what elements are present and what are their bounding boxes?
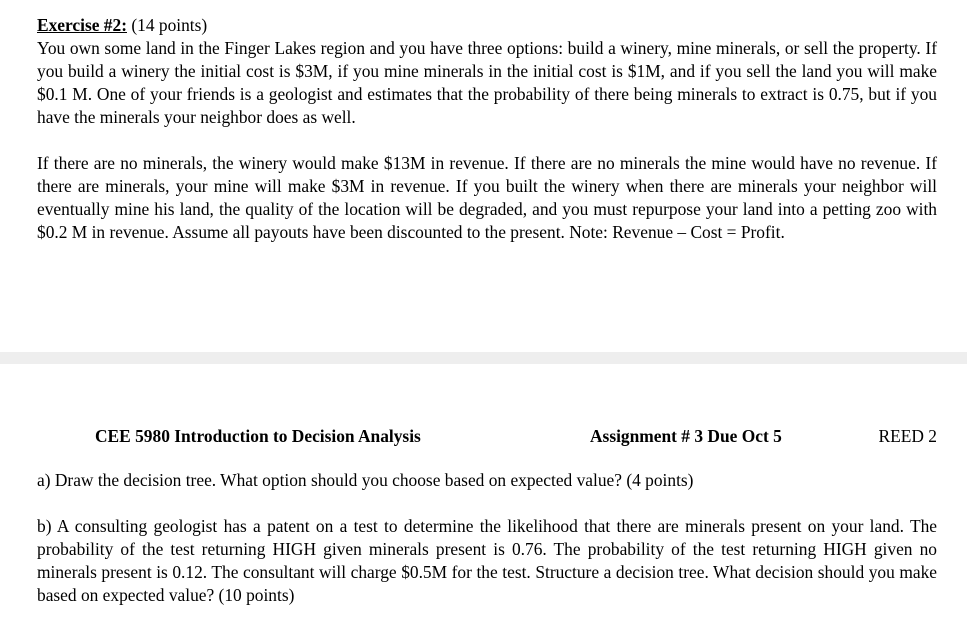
- running-header: [0, 424, 967, 448]
- page-label: REED 2: [878, 426, 937, 446]
- exercise-paragraph-1: You own some land in the Finger Lakes region and you have three options: build a winery, mine minerals, or sell the property. If you build a winery the initial cost is $3M, if you mine minerals in the initial cost is $1M, and if you sell the land you will make $0.1 M. One of your friends is a geologist and estimates that the probability of there being minerals to extract is 0.75, but if you have the minerals your neighbor does as well.: [37, 38, 937, 127]
- question-b: b) A consulting geologist has a patent on a test to determine the likelihood that there are minerals present on your land. The probability of the test returning HIGH given minerals present is 0.76. The probability of the test returning HIGH given no minerals present is 0.12. The consultant will charge $0.5M for the test. Structure a decision tree. What decision should you make based on expected value? (10 points): [37, 516, 937, 605]
- page-separator: [0, 352, 967, 364]
- exercise-heading: [37, 14, 937, 37]
- exercise-points: (14 points): [131, 15, 208, 35]
- question-a: a) Draw the decision tree. What option should you choose based on expected value? (4 points): [37, 470, 694, 490]
- page-bottom: [0, 364, 967, 624]
- exercise-paragraph-2: If there are no minerals, the winery would make $13M in revenue. If there are no minerals the mine would have no revenue. If there are minerals, your mine will make $3M in revenue. If you built the winery when there are minerals your neighbor will eventually mine his land, the quality of the location will be degraded, and you must repurpose your land into a petting zoo with $0.2 M in revenue. Assume all payouts have been discounted to the present. Note: Revenue – Cost = Profit.: [37, 153, 937, 242]
- course-title: CEE 5980 Introduction to Decision Analysis: [95, 426, 421, 446]
- assignment-title: Assignment # 3 Due Oct 5: [590, 426, 782, 446]
- exercise-title: Exercise #2:: [37, 15, 127, 35]
